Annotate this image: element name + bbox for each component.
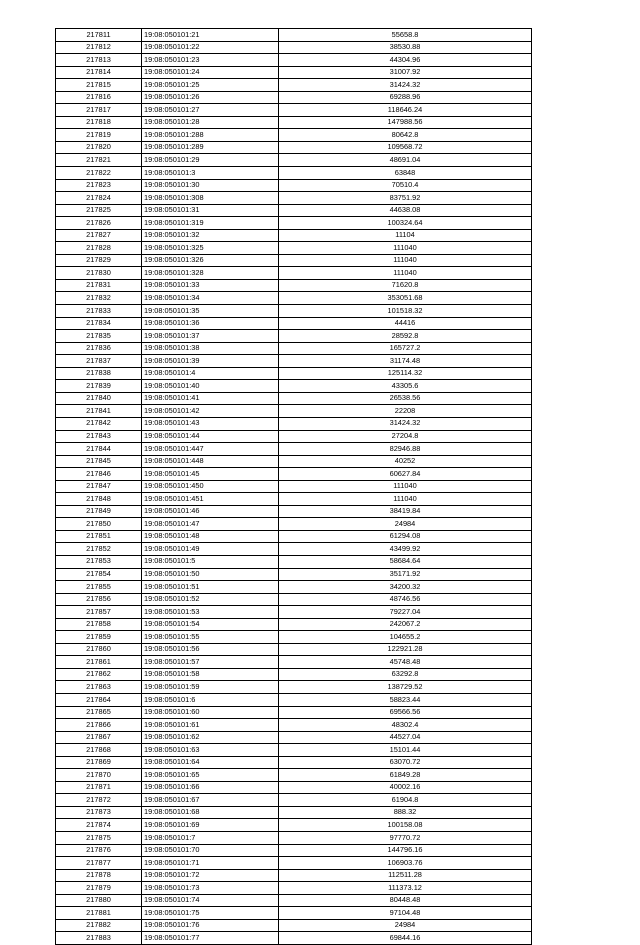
cadastral-number-cell: 19:08:050101:7 bbox=[142, 832, 279, 845]
table-row bbox=[56, 781, 532, 794]
cadastral-number-cell: 19:08:050101:70 bbox=[142, 844, 279, 857]
table-row bbox=[56, 116, 532, 129]
amount-cell: 106903.76 bbox=[279, 857, 532, 870]
cadastral-number-cell: 19:08:050101:53 bbox=[142, 606, 279, 619]
row-number-cell: 217845 bbox=[56, 455, 142, 468]
table-row bbox=[56, 79, 532, 92]
table-row bbox=[56, 693, 532, 706]
cadastral-number-cell: 19:08:050101:41 bbox=[142, 392, 279, 405]
table-row bbox=[56, 543, 532, 556]
cadastral-number-cell: 19:08:050101:56 bbox=[142, 643, 279, 656]
amount-cell: 22208 bbox=[279, 405, 532, 418]
amount-cell: 26538.56 bbox=[279, 392, 532, 405]
amount-cell: 80448.48 bbox=[279, 894, 532, 907]
cadastral-number-cell: 19:08:050101:6 bbox=[142, 693, 279, 706]
row-number-cell: 217850 bbox=[56, 518, 142, 531]
row-number-cell: 217824 bbox=[56, 192, 142, 205]
cadastral-number-cell: 19:08:050101:42 bbox=[142, 405, 279, 418]
amount-cell: 111040 bbox=[279, 242, 532, 255]
cadastral-number-cell: 19:08:050101:69 bbox=[142, 819, 279, 832]
table-row bbox=[56, 731, 532, 744]
row-number-cell: 217821 bbox=[56, 154, 142, 167]
cadastral-number-cell: 19:08:050101:55 bbox=[142, 631, 279, 644]
row-number-cell: 217865 bbox=[56, 706, 142, 719]
cadastral-number-cell: 19:08:050101:21 bbox=[142, 29, 279, 42]
row-number-cell: 217828 bbox=[56, 242, 142, 255]
table-row bbox=[56, 443, 532, 456]
amount-cell: 43499.92 bbox=[279, 543, 532, 556]
row-number-cell: 217866 bbox=[56, 719, 142, 732]
table-row bbox=[56, 756, 532, 769]
table-row bbox=[56, 392, 532, 405]
amount-cell: 44638.08 bbox=[279, 204, 532, 217]
row-number-cell: 217826 bbox=[56, 217, 142, 230]
row-number-cell: 217859 bbox=[56, 631, 142, 644]
cadastral-number-cell: 19:08:050101:46 bbox=[142, 505, 279, 518]
amount-cell: 97104.48 bbox=[279, 907, 532, 920]
table-row bbox=[56, 430, 532, 443]
table-row bbox=[56, 405, 532, 418]
table-row bbox=[56, 330, 532, 343]
cadastral-number-cell: 19:08:050101:26 bbox=[142, 91, 279, 104]
cadastral-number-cell: 19:08:050101:65 bbox=[142, 769, 279, 782]
row-number-cell: 217835 bbox=[56, 330, 142, 343]
table-row bbox=[56, 480, 532, 493]
table-row bbox=[56, 342, 532, 355]
table-body bbox=[56, 29, 532, 945]
cadastral-number-cell: 19:08:050101:59 bbox=[142, 681, 279, 694]
table-row bbox=[56, 229, 532, 242]
table-row bbox=[56, 932, 532, 945]
amount-cell: 58684.64 bbox=[279, 555, 532, 568]
amount-cell: 31424.32 bbox=[279, 79, 532, 92]
data-table bbox=[55, 28, 532, 945]
table-row bbox=[56, 179, 532, 192]
row-number-cell: 217880 bbox=[56, 894, 142, 907]
amount-cell: 125114.32 bbox=[279, 367, 532, 380]
table-row bbox=[56, 292, 532, 305]
amount-cell: 147988.56 bbox=[279, 116, 532, 129]
cadastral-number-cell: 19:08:050101:51 bbox=[142, 581, 279, 594]
amount-cell: 63070.72 bbox=[279, 756, 532, 769]
amount-cell: 82946.88 bbox=[279, 443, 532, 456]
table-row bbox=[56, 129, 532, 142]
cadastral-number-cell: 19:08:050101:30 bbox=[142, 179, 279, 192]
table-row bbox=[56, 882, 532, 895]
row-number-cell: 217881 bbox=[56, 907, 142, 920]
cadastral-number-cell: 19:08:050101:24 bbox=[142, 66, 279, 79]
cadastral-number-cell: 19:08:050101:326 bbox=[142, 254, 279, 267]
cadastral-number-cell: 19:08:050101:25 bbox=[142, 79, 279, 92]
table-row bbox=[56, 618, 532, 631]
table-row bbox=[56, 606, 532, 619]
amount-cell: 27204.8 bbox=[279, 430, 532, 443]
row-number-cell: 217848 bbox=[56, 493, 142, 506]
cadastral-number-cell: 19:08:050101:35 bbox=[142, 305, 279, 318]
amount-cell: 43305.6 bbox=[279, 380, 532, 393]
row-number-cell: 217877 bbox=[56, 857, 142, 870]
row-number-cell: 217822 bbox=[56, 167, 142, 180]
row-number-cell: 217829 bbox=[56, 254, 142, 267]
cadastral-number-cell: 19:08:050101:27 bbox=[142, 104, 279, 117]
table-row bbox=[56, 267, 532, 280]
table-row bbox=[56, 518, 532, 531]
row-number-cell: 217837 bbox=[56, 355, 142, 368]
cadastral-number-cell: 19:08:050101:61 bbox=[142, 719, 279, 732]
table-row bbox=[56, 455, 532, 468]
amount-cell: 48691.04 bbox=[279, 154, 532, 167]
table-row bbox=[56, 806, 532, 819]
amount-cell: 111040 bbox=[279, 267, 532, 280]
amount-cell: 38419.84 bbox=[279, 505, 532, 518]
table-row bbox=[56, 167, 532, 180]
table-row bbox=[56, 41, 532, 54]
row-number-cell: 217817 bbox=[56, 104, 142, 117]
amount-cell: 35171.92 bbox=[279, 568, 532, 581]
table-row bbox=[56, 769, 532, 782]
cadastral-number-cell: 19:08:050101:75 bbox=[142, 907, 279, 920]
table-row bbox=[56, 844, 532, 857]
row-number-cell: 217868 bbox=[56, 744, 142, 757]
row-number-cell: 217812 bbox=[56, 41, 142, 54]
cadastral-number-cell: 19:08:050101:37 bbox=[142, 330, 279, 343]
amount-cell: 34200.32 bbox=[279, 581, 532, 594]
amount-cell: 61849.28 bbox=[279, 769, 532, 782]
amount-cell: 24984 bbox=[279, 518, 532, 531]
cadastral-number-cell: 19:08:050101:71 bbox=[142, 857, 279, 870]
cadastral-number-cell: 19:08:050101:4 bbox=[142, 367, 279, 380]
table-row bbox=[56, 581, 532, 594]
table-row bbox=[56, 154, 532, 167]
row-number-cell: 217841 bbox=[56, 405, 142, 418]
cadastral-number-cell: 19:08:050101:67 bbox=[142, 794, 279, 807]
amount-cell: 48746.56 bbox=[279, 593, 532, 606]
amount-cell: 70510.4 bbox=[279, 179, 532, 192]
table-row bbox=[56, 744, 532, 757]
amount-cell: 63292.8 bbox=[279, 668, 532, 681]
cadastral-number-cell: 19:08:050101:66 bbox=[142, 781, 279, 794]
amount-cell: 80642.8 bbox=[279, 129, 532, 142]
table-row bbox=[56, 656, 532, 669]
row-number-cell: 217867 bbox=[56, 731, 142, 744]
row-number-cell: 217879 bbox=[56, 882, 142, 895]
table-row bbox=[56, 380, 532, 393]
amount-cell: 63848 bbox=[279, 167, 532, 180]
table-row bbox=[56, 681, 532, 694]
table-row bbox=[56, 141, 532, 154]
amount-cell: 45748.48 bbox=[279, 656, 532, 669]
amount-cell: 353051.68 bbox=[279, 292, 532, 305]
amount-cell: 61904.8 bbox=[279, 794, 532, 807]
amount-cell: 44416 bbox=[279, 317, 532, 330]
amount-cell: 38530.88 bbox=[279, 41, 532, 54]
row-number-cell: 217861 bbox=[56, 656, 142, 669]
amount-cell: 69288.96 bbox=[279, 91, 532, 104]
amount-cell: 31174.48 bbox=[279, 355, 532, 368]
cadastral-number-cell: 19:08:050101:47 bbox=[142, 518, 279, 531]
amount-cell: 122921.28 bbox=[279, 643, 532, 656]
amount-cell: 40252 bbox=[279, 455, 532, 468]
cadastral-number-cell: 19:08:050101:77 bbox=[142, 932, 279, 945]
amount-cell: 97770.72 bbox=[279, 832, 532, 845]
row-number-cell: 217878 bbox=[56, 869, 142, 882]
table-row bbox=[56, 869, 532, 882]
table-row bbox=[56, 254, 532, 267]
amount-cell: 111040 bbox=[279, 254, 532, 267]
amount-cell: 71620.8 bbox=[279, 279, 532, 292]
row-number-cell: 217862 bbox=[56, 668, 142, 681]
amount-cell: 11104 bbox=[279, 229, 532, 242]
amount-cell: 165727.2 bbox=[279, 342, 532, 355]
row-number-cell: 217853 bbox=[56, 555, 142, 568]
cadastral-number-cell: 19:08:050101:68 bbox=[142, 806, 279, 819]
table-row bbox=[56, 279, 532, 292]
cadastral-number-cell: 19:08:050101:54 bbox=[142, 618, 279, 631]
cadastral-number-cell: 19:08:050101:76 bbox=[142, 919, 279, 932]
cadastral-number-cell: 19:08:050101:308 bbox=[142, 192, 279, 205]
amount-cell: 69844.16 bbox=[279, 932, 532, 945]
cadastral-number-cell: 19:08:050101:319 bbox=[142, 217, 279, 230]
table-row bbox=[56, 204, 532, 217]
cadastral-number-cell: 19:08:050101:34 bbox=[142, 292, 279, 305]
table-row bbox=[56, 668, 532, 681]
cadastral-number-cell: 19:08:050101:22 bbox=[142, 41, 279, 54]
row-number-cell: 217860 bbox=[56, 643, 142, 656]
table-row bbox=[56, 907, 532, 920]
table-row bbox=[56, 54, 532, 67]
cadastral-number-cell: 19:08:050101:58 bbox=[142, 668, 279, 681]
cadastral-number-cell: 19:08:050101:451 bbox=[142, 493, 279, 506]
cadastral-number-cell: 19:08:050101:23 bbox=[142, 54, 279, 67]
row-number-cell: 217811 bbox=[56, 29, 142, 42]
table-row bbox=[56, 530, 532, 543]
amount-cell: 79227.04 bbox=[279, 606, 532, 619]
amount-cell: 118646.24 bbox=[279, 104, 532, 117]
amount-cell: 31424.32 bbox=[279, 417, 532, 430]
row-number-cell: 217834 bbox=[56, 317, 142, 330]
table-row bbox=[56, 417, 532, 430]
row-number-cell: 217839 bbox=[56, 380, 142, 393]
row-number-cell: 217831 bbox=[56, 279, 142, 292]
cadastral-number-cell: 19:08:050101:3 bbox=[142, 167, 279, 180]
table-row bbox=[56, 192, 532, 205]
amount-cell: 58823.44 bbox=[279, 693, 532, 706]
row-number-cell: 217844 bbox=[56, 443, 142, 456]
amount-cell: 111040 bbox=[279, 480, 532, 493]
row-number-cell: 217819 bbox=[56, 129, 142, 142]
row-number-cell: 217854 bbox=[56, 568, 142, 581]
row-number-cell: 217864 bbox=[56, 693, 142, 706]
amount-cell: 44304.96 bbox=[279, 54, 532, 67]
row-number-cell: 217827 bbox=[56, 229, 142, 242]
row-number-cell: 217858 bbox=[56, 618, 142, 631]
amount-cell: 44527.04 bbox=[279, 731, 532, 744]
cadastral-number-cell: 19:08:050101:44 bbox=[142, 430, 279, 443]
amount-cell: 83751.92 bbox=[279, 192, 532, 205]
table-row bbox=[56, 505, 532, 518]
table-row bbox=[56, 367, 532, 380]
cadastral-number-cell: 19:08:050101:72 bbox=[142, 869, 279, 882]
amount-cell: 112511.28 bbox=[279, 869, 532, 882]
row-number-cell: 217842 bbox=[56, 417, 142, 430]
table-row bbox=[56, 706, 532, 719]
row-number-cell: 217818 bbox=[56, 116, 142, 129]
row-number-cell: 217825 bbox=[56, 204, 142, 217]
row-number-cell: 217813 bbox=[56, 54, 142, 67]
cadastral-number-cell: 19:08:050101:447 bbox=[142, 443, 279, 456]
cadastral-number-cell: 19:08:050101:289 bbox=[142, 141, 279, 154]
row-number-cell: 217852 bbox=[56, 543, 142, 556]
row-number-cell: 217830 bbox=[56, 267, 142, 280]
row-number-cell: 217851 bbox=[56, 530, 142, 543]
cadastral-number-cell: 19:08:050101:31 bbox=[142, 204, 279, 217]
table-row bbox=[56, 643, 532, 656]
table-row bbox=[56, 91, 532, 104]
amount-cell: 61294.08 bbox=[279, 530, 532, 543]
row-number-cell: 217870 bbox=[56, 769, 142, 782]
row-number-cell: 217883 bbox=[56, 932, 142, 945]
row-number-cell: 217838 bbox=[56, 367, 142, 380]
amount-cell: 31007.92 bbox=[279, 66, 532, 79]
cadastral-number-cell: 19:08:050101:448 bbox=[142, 455, 279, 468]
amount-cell: 242067.2 bbox=[279, 618, 532, 631]
cadastral-number-cell: 19:08:050101:33 bbox=[142, 279, 279, 292]
table-row bbox=[56, 568, 532, 581]
table-row bbox=[56, 66, 532, 79]
table-row bbox=[56, 719, 532, 732]
row-number-cell: 217815 bbox=[56, 79, 142, 92]
amount-cell: 48302.4 bbox=[279, 719, 532, 732]
cadastral-number-cell: 19:08:050101:63 bbox=[142, 744, 279, 757]
cadastral-number-cell: 19:08:050101:52 bbox=[142, 593, 279, 606]
row-number-cell: 217820 bbox=[56, 141, 142, 154]
table-row bbox=[56, 794, 532, 807]
table-row bbox=[56, 29, 532, 42]
amount-cell: 138729.52 bbox=[279, 681, 532, 694]
cadastral-number-cell: 19:08:050101:73 bbox=[142, 882, 279, 895]
cadastral-number-cell: 19:08:050101:36 bbox=[142, 317, 279, 330]
cadastral-number-cell: 19:08:050101:5 bbox=[142, 555, 279, 568]
amount-cell: 101518.32 bbox=[279, 305, 532, 318]
table-row bbox=[56, 305, 532, 318]
row-number-cell: 217863 bbox=[56, 681, 142, 694]
row-number-cell: 217855 bbox=[56, 581, 142, 594]
table-row bbox=[56, 468, 532, 481]
row-number-cell: 217869 bbox=[56, 756, 142, 769]
table-row bbox=[56, 631, 532, 644]
cadastral-number-cell: 19:08:050101:29 bbox=[142, 154, 279, 167]
table-row bbox=[56, 593, 532, 606]
amount-cell: 144796.16 bbox=[279, 844, 532, 857]
cadastral-number-cell: 19:08:050101:64 bbox=[142, 756, 279, 769]
row-number-cell: 217882 bbox=[56, 919, 142, 932]
cadastral-number-cell: 19:08:050101:48 bbox=[142, 530, 279, 543]
table-row bbox=[56, 242, 532, 255]
table-row bbox=[56, 819, 532, 832]
amount-cell: 104655.2 bbox=[279, 631, 532, 644]
amount-cell: 888.32 bbox=[279, 806, 532, 819]
cadastral-number-cell: 19:08:050101:49 bbox=[142, 543, 279, 556]
row-number-cell: 217816 bbox=[56, 91, 142, 104]
cadastral-number-cell: 19:08:050101:45 bbox=[142, 468, 279, 481]
table-row bbox=[56, 317, 532, 330]
amount-cell: 28592.8 bbox=[279, 330, 532, 343]
table-row bbox=[56, 857, 532, 870]
cadastral-number-cell: 19:08:050101:50 bbox=[142, 568, 279, 581]
row-number-cell: 217840 bbox=[56, 392, 142, 405]
row-number-cell: 217875 bbox=[56, 832, 142, 845]
row-number-cell: 217833 bbox=[56, 305, 142, 318]
amount-cell: 111040 bbox=[279, 493, 532, 506]
cadastral-number-cell: 19:08:050101:62 bbox=[142, 731, 279, 744]
row-number-cell: 217836 bbox=[56, 342, 142, 355]
row-number-cell: 217876 bbox=[56, 844, 142, 857]
cadastral-number-cell: 19:08:050101:32 bbox=[142, 229, 279, 242]
row-number-cell: 217814 bbox=[56, 66, 142, 79]
amount-cell: 60627.84 bbox=[279, 468, 532, 481]
cadastral-number-cell: 19:08:050101:74 bbox=[142, 894, 279, 907]
cadastral-number-cell: 19:08:050101:28 bbox=[142, 116, 279, 129]
amount-cell: 15101.44 bbox=[279, 744, 532, 757]
amount-cell: 24984 bbox=[279, 919, 532, 932]
amount-cell: 55658.8 bbox=[279, 29, 532, 42]
amount-cell: 100324.64 bbox=[279, 217, 532, 230]
table-row bbox=[56, 355, 532, 368]
cadastral-number-cell: 19:08:050101:43 bbox=[142, 417, 279, 430]
row-number-cell: 217856 bbox=[56, 593, 142, 606]
table-row bbox=[56, 104, 532, 117]
row-number-cell: 217847 bbox=[56, 480, 142, 493]
cadastral-number-cell: 19:08:050101:328 bbox=[142, 267, 279, 280]
cadastral-number-cell: 19:08:050101:39 bbox=[142, 355, 279, 368]
cadastral-number-cell: 19:08:050101:57 bbox=[142, 656, 279, 669]
row-number-cell: 217871 bbox=[56, 781, 142, 794]
table-row bbox=[56, 919, 532, 932]
cadastral-number-cell: 19:08:050101:450 bbox=[142, 480, 279, 493]
row-number-cell: 217832 bbox=[56, 292, 142, 305]
cadastral-number-cell: 19:08:050101:325 bbox=[142, 242, 279, 255]
table-row bbox=[56, 493, 532, 506]
amount-cell: 111373.12 bbox=[279, 882, 532, 895]
row-number-cell: 217823 bbox=[56, 179, 142, 192]
amount-cell: 109568.72 bbox=[279, 141, 532, 154]
row-number-cell: 217846 bbox=[56, 468, 142, 481]
row-number-cell: 217873 bbox=[56, 806, 142, 819]
row-number-cell: 217857 bbox=[56, 606, 142, 619]
amount-cell: 40002.16 bbox=[279, 781, 532, 794]
cadastral-number-cell: 19:08:050101:38 bbox=[142, 342, 279, 355]
row-number-cell: 217843 bbox=[56, 430, 142, 443]
table-row bbox=[56, 555, 532, 568]
row-number-cell: 217872 bbox=[56, 794, 142, 807]
amount-cell: 100158.08 bbox=[279, 819, 532, 832]
cadastral-number-cell: 19:08:050101:60 bbox=[142, 706, 279, 719]
table-row bbox=[56, 217, 532, 230]
row-number-cell: 217874 bbox=[56, 819, 142, 832]
table-row bbox=[56, 832, 532, 845]
row-number-cell: 217849 bbox=[56, 505, 142, 518]
amount-cell: 69566.56 bbox=[279, 706, 532, 719]
cadastral-number-cell: 19:08:050101:288 bbox=[142, 129, 279, 142]
cadastral-number-cell: 19:08:050101:40 bbox=[142, 380, 279, 393]
